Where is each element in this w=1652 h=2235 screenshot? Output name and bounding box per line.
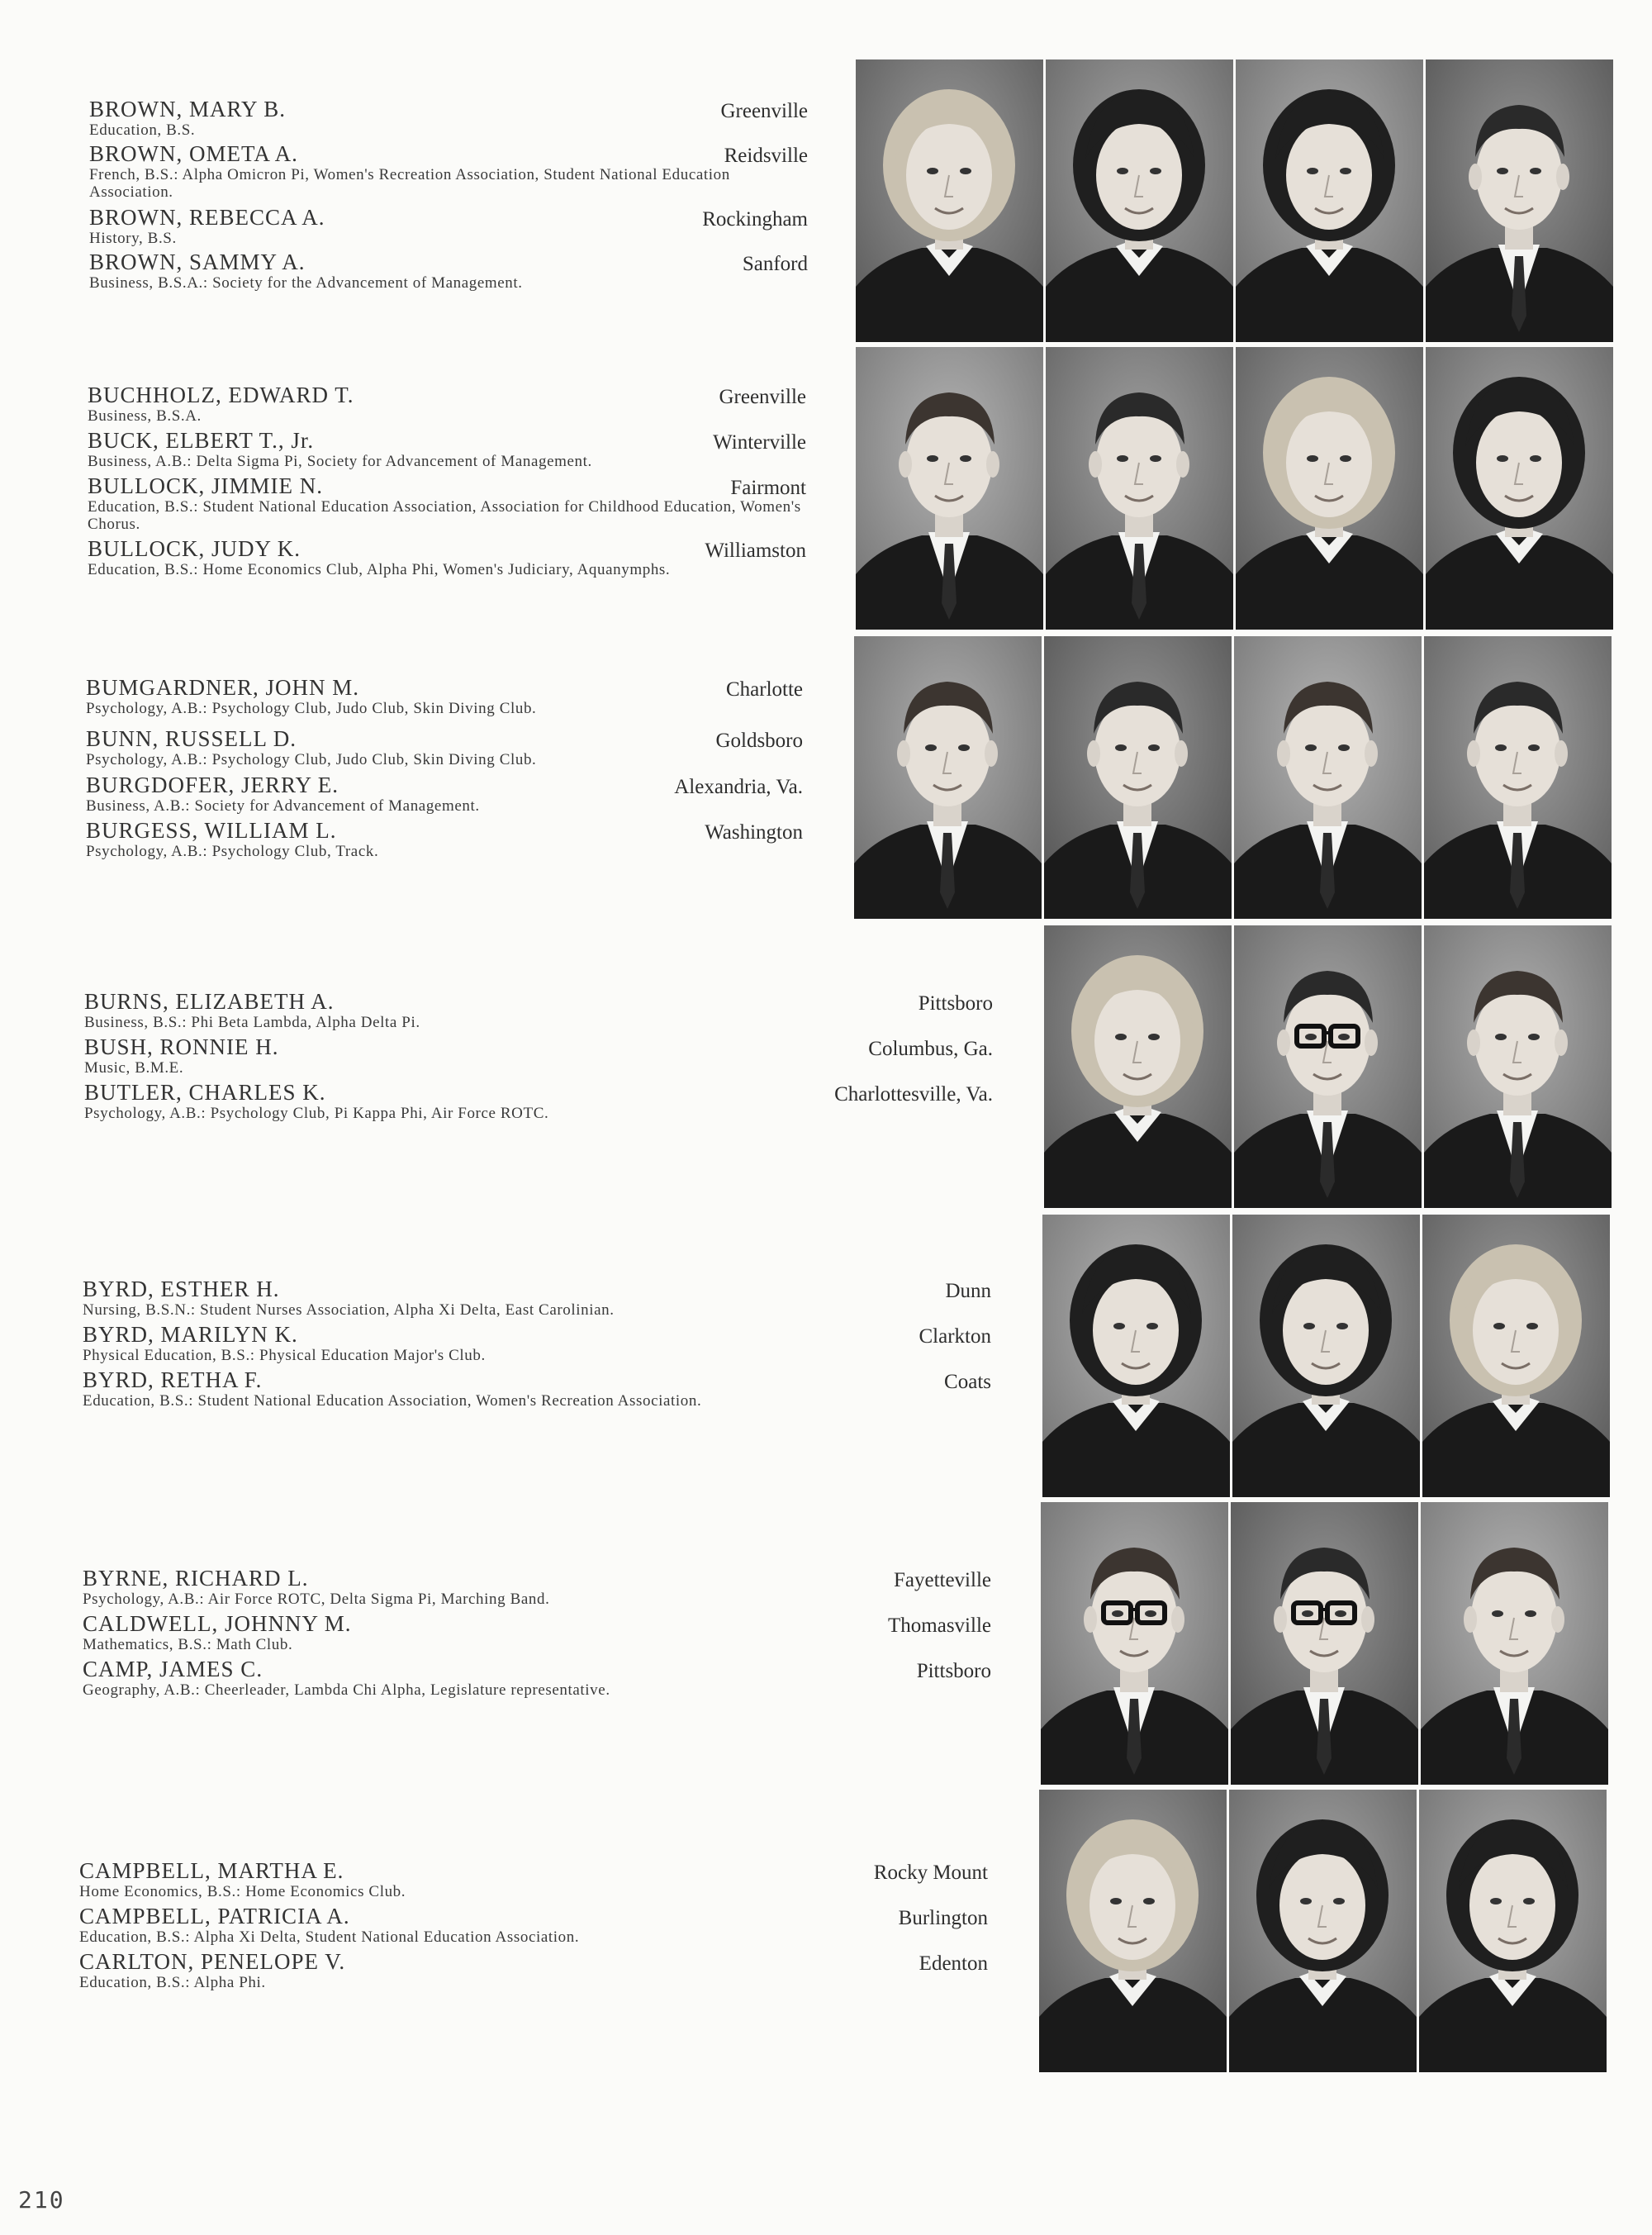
- graduate-portrait: [1046, 59, 1233, 342]
- graduate-entry: [83, 1323, 991, 1368]
- graduate-name: BULLOCK, JIMMIE N.: [88, 473, 323, 498]
- graduate-hometown: Dunn: [945, 1280, 991, 1302]
- graduate-name: BROWN, OMETA A.: [89, 141, 298, 166]
- graduate-portrait: [1424, 636, 1612, 919]
- graduate-portrait: [1422, 1215, 1610, 1497]
- graduate-portrait: [1421, 1502, 1608, 1785]
- graduate-portrait: [1426, 59, 1613, 342]
- graduate-hometown: Clarkton: [919, 1325, 991, 1348]
- graduate-name: CAMPBELL, MARTHA E.: [79, 1858, 344, 1883]
- graduate-details: Nursing, B.S.N.: Student Nurses Association, Alpha Xi Delta, East Carolinian.: [83, 1301, 615, 1319]
- entry-list: [89, 97, 808, 295]
- graduate-hometown: Alexandria, Va.: [674, 776, 803, 798]
- graduate-name: CARLTON, PENELOPE V.: [79, 1949, 346, 1974]
- graduate-portrait: [1236, 59, 1423, 342]
- graduate-details: Education, B.S.: Student National Education Association, Women's Recreation Association.: [83, 1392, 702, 1410]
- entry-list: [79, 1859, 988, 1995]
- entry-list: [83, 1567, 991, 1703]
- graduate-entry: [86, 819, 803, 863]
- graduate-entry: [89, 142, 808, 206]
- graduate-hometown: Charlottesville, Va.: [834, 1083, 993, 1106]
- graduate-hometown: Goldsboro: [715, 730, 803, 752]
- graduate-entry: [88, 383, 806, 429]
- portrait-row: [1041, 1502, 1608, 1785]
- graduate-hometown: Coats: [944, 1371, 991, 1393]
- graduate-details: French, B.S.: Alpha Omicron Pi, Women's Recreation Association, Student National Education Association.: [89, 166, 730, 201]
- portrait-row: [856, 59, 1613, 342]
- graduate-entry: [83, 1277, 991, 1323]
- graduate-entry: [89, 250, 808, 295]
- graduate-portrait: [1236, 347, 1423, 630]
- graduate-name: BROWN, SAMMY A.: [89, 250, 306, 274]
- graduate-entry: [86, 773, 803, 819]
- graduate-name: BUTLER, CHARLES K.: [84, 1080, 326, 1105]
- graduate-hometown: Reidsville: [724, 145, 808, 167]
- entry-list: [83, 1277, 991, 1414]
- graduate-name: BUMGARDNER, JOHN M.: [86, 675, 360, 700]
- graduate-hometown: Washington: [705, 821, 803, 844]
- graduate-name: CAMPBELL, PATRICIA A.: [79, 1904, 350, 1928]
- graduate-entry: [83, 1567, 991, 1612]
- graduate-name: BYRD, ESTHER H.: [83, 1277, 280, 1301]
- graduate-portrait: [1041, 1502, 1228, 1785]
- graduate-hometown: Sanford: [742, 253, 808, 275]
- graduate-details: Home Economics, B.S.: Home Economics Club.: [79, 1883, 406, 1900]
- graduate-name: BUCK, ELBERT T., Jr.: [88, 428, 315, 453]
- graduate-portrait: [1046, 347, 1233, 630]
- graduate-entry: [83, 1612, 991, 1657]
- graduate-entry: [84, 1081, 993, 1126]
- graduate-details: Business, A.B.: Delta Sigma Pi, Society for Advancement of Management.: [88, 453, 592, 470]
- graduate-portrait: [1424, 925, 1612, 1208]
- graduate-hometown: Greenville: [720, 100, 808, 122]
- graduate-details: Education, B.S.: Student National Education Association, Association for Childhood Education, Women's Chorus.: [88, 498, 801, 533]
- entry-list: [86, 676, 803, 863]
- graduate-portrait: [856, 347, 1043, 630]
- graduate-details: Education, B.S.: Home Economics Club, Alpha Phi, Women's Judiciary, Aquanymphs.: [88, 561, 671, 578]
- graduate-hometown: Thomasville: [888, 1614, 991, 1637]
- graduate-name: BYRD, RETHA F.: [83, 1367, 263, 1392]
- graduate-hometown: Winterville: [713, 431, 806, 454]
- graduate-entry: [86, 676, 803, 727]
- graduate-hometown: Greenville: [719, 386, 806, 408]
- graduate-entry: [89, 97, 808, 142]
- entry-list: [84, 990, 993, 1126]
- graduate-details: Education, B.S.: Alpha Phi.: [79, 1974, 266, 1991]
- graduate-hometown: Burlington: [898, 1907, 988, 1929]
- graduate-entry: [88, 429, 806, 474]
- graduate-hometown: Fayetteville: [893, 1569, 991, 1591]
- graduate-portrait: [1229, 1790, 1417, 2072]
- graduate-details: History, B.S.: [89, 230, 177, 247]
- graduate-hometown: Williamston: [705, 540, 806, 562]
- graduate-details: Business, B.S.A.: Society for the Advancement of Management.: [89, 274, 523, 292]
- graduate-details: Psychology, A.B.: Psychology Club, Pi Kappa Phi, Air Force ROTC.: [84, 1105, 549, 1122]
- graduate-details: Psychology, A.B.: Psychology Club, Judo Club, Skin Diving Club.: [86, 700, 537, 717]
- graduate-portrait: [1426, 347, 1613, 630]
- graduate-hometown: Columbus, Ga.: [868, 1038, 993, 1060]
- graduate-hometown: Pittsboro: [916, 1660, 991, 1682]
- graduate-entry: [88, 537, 806, 582]
- graduate-name: BURGESS, WILLIAM L.: [86, 818, 337, 843]
- graduate-name: BUSH, RONNIE H.: [84, 1034, 279, 1059]
- graduate-details: Education, B.S.: [89, 121, 196, 139]
- graduate-hometown: Rockingham: [702, 208, 808, 231]
- graduate-name: BURNS, ELIZABETH A.: [84, 989, 335, 1014]
- portrait-row: [1044, 925, 1612, 1208]
- graduate-name: BYRD, MARILYN K.: [83, 1322, 298, 1347]
- graduate-portrait: [1044, 636, 1232, 919]
- graduate-hometown: Edenton: [919, 1952, 988, 1975]
- graduate-name: CALDWELL, JOHNNY M.: [83, 1611, 352, 1636]
- graduate-entry: [89, 206, 808, 250]
- graduate-details: Psychology, A.B.: Psychology Club, Track.: [86, 843, 379, 860]
- graduate-entry: [88, 474, 806, 537]
- graduate-portrait: [1234, 925, 1422, 1208]
- graduate-details: Physical Education, B.S.: Physical Education Major's Club.: [83, 1347, 486, 1364]
- graduate-name: BUCHHOLZ, EDWARD T.: [88, 383, 354, 407]
- graduate-portrait: [1419, 1790, 1607, 2072]
- graduate-entry: [79, 1950, 988, 1995]
- graduate-entry: [83, 1657, 991, 1703]
- graduate-portrait: [1039, 1790, 1227, 2072]
- portrait-row: [856, 347, 1613, 630]
- graduate-portrait: [1231, 1502, 1418, 1785]
- graduate-portrait: [1232, 1215, 1420, 1497]
- graduate-entry: [86, 727, 803, 773]
- graduate-name: CAMP, JAMES C.: [83, 1657, 263, 1681]
- graduate-name: BURGDOFER, JERRY E.: [86, 773, 339, 797]
- graduate-details: Business, A.B.: Society for Advancement of Management.: [86, 797, 480, 815]
- graduate-entry: [79, 1905, 988, 1950]
- graduate-hometown: Pittsboro: [918, 992, 993, 1015]
- graduate-hometown: Rocky Mount: [873, 1862, 988, 1884]
- portrait-row: [854, 636, 1612, 919]
- graduate-portrait: [1044, 925, 1232, 1208]
- graduate-details: Geography, A.B.: Cheerleader, Lambda Chi Alpha, Legislature representative.: [83, 1681, 610, 1699]
- graduate-details: Education, B.S.: Alpha Xi Delta, Student National Education Association.: [79, 1928, 580, 1946]
- graduate-portrait: [854, 636, 1042, 919]
- graduate-hometown: Charlotte: [725, 678, 803, 701]
- graduate-portrait: [856, 59, 1043, 342]
- graduate-entry: [79, 1859, 988, 1905]
- portrait-row: [1039, 1790, 1607, 2072]
- graduate-entry: [84, 990, 993, 1035]
- entry-list: [88, 383, 806, 582]
- graduate-details: Psychology, A.B.: Psychology Club, Judo Club, Skin Diving Club.: [86, 751, 537, 768]
- graduate-name: BROWN, MARY B.: [89, 97, 287, 121]
- graduate-details: Mathematics, B.S.: Math Club.: [83, 1636, 293, 1653]
- graduate-details: Business, B.S.: Phi Beta Lambda, Alpha Delta Pi.: [84, 1014, 420, 1031]
- graduate-entry: [83, 1368, 991, 1414]
- graduate-details: Business, B.S.A.: [88, 407, 202, 425]
- graduate-name: BULLOCK, JUDY K.: [88, 536, 301, 561]
- portrait-row: [1042, 1215, 1610, 1497]
- graduate-details: Music, B.M.E.: [84, 1059, 184, 1077]
- graduate-details: Psychology, A.B.: Air Force ROTC, Delta Sigma Pi, Marching Band.: [83, 1591, 550, 1608]
- graduate-hometown: Fairmont: [730, 477, 806, 499]
- graduate-name: BROWN, REBECCA A.: [89, 205, 325, 230]
- graduate-name: BUNN, RUSSELL D.: [86, 726, 297, 751]
- page-number: 210: [18, 2186, 65, 2214]
- graduate-name: BYRNE, RICHARD L.: [83, 1566, 309, 1591]
- graduate-portrait: [1042, 1215, 1230, 1497]
- graduate-portrait: [1234, 636, 1422, 919]
- graduate-entry: [84, 1035, 993, 1081]
